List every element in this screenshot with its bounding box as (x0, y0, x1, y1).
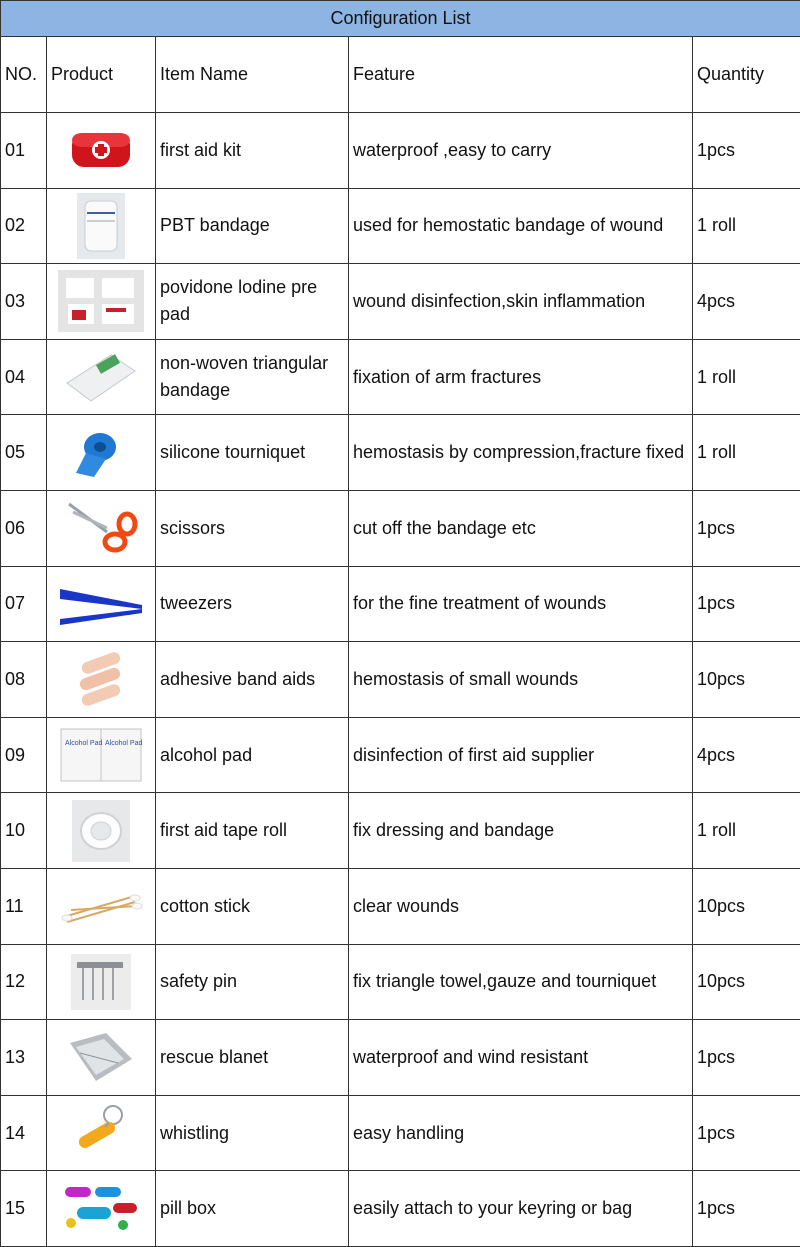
product-image (47, 415, 156, 491)
item-name: first aid tape roll (156, 793, 349, 869)
table-row (1, 113, 800, 189)
row-number: 08 (1, 642, 47, 718)
product-image (47, 642, 156, 718)
item-feature: hemostasis by compression,fracture fixed (349, 415, 693, 491)
item-name: povidone lodine pre pad (156, 264, 349, 340)
item-quantity: 10pcs (693, 944, 800, 1020)
row-number: 02 (1, 188, 47, 264)
item-quantity: 1pcs (693, 490, 800, 566)
item-feature: fixation of arm fractures (349, 339, 693, 415)
item-name: cotton stick (156, 868, 349, 944)
row-number: 04 (1, 339, 47, 415)
header-item-name: Item Name (156, 37, 349, 113)
table-row (1, 188, 800, 264)
item-quantity: 1pcs (693, 566, 800, 642)
product-image (47, 188, 156, 264)
table-row (1, 415, 800, 491)
table-row (1, 868, 800, 944)
product-image (47, 1171, 156, 1247)
row-number: 01 (1, 113, 47, 189)
table-row (1, 1171, 800, 1247)
bandage-pack-icon (71, 191, 131, 261)
item-feature: wound disinfection,skin inflammation (349, 264, 693, 340)
product-image (47, 793, 156, 869)
tweezers-icon (56, 579, 146, 629)
item-feature: disinfection of first aid supplier (349, 717, 693, 793)
product-image (47, 490, 156, 566)
item-quantity: 1pcs (693, 1095, 800, 1171)
header-quantity: Quantity (693, 37, 800, 113)
item-feature: for the fine treatment of wounds (349, 566, 693, 642)
row-number: 03 (1, 264, 47, 340)
table-row (1, 566, 800, 642)
item-quantity: 10pcs (693, 868, 800, 944)
item-name: PBT bandage (156, 188, 349, 264)
alcohol-pad-label: Alcohol Pad (65, 740, 103, 748)
row-number: 15 (1, 1171, 47, 1247)
rescue-blanket-icon (66, 1029, 136, 1085)
alcohol-pad-label: Alcohol Pad (105, 740, 143, 748)
pill-box-icon (59, 1179, 143, 1239)
item-feature: cut off the bandage etc (349, 490, 693, 566)
item-quantity: 4pcs (693, 717, 800, 793)
row-number: 07 (1, 566, 47, 642)
product-image (47, 1095, 156, 1171)
item-name: alcohol pad (156, 717, 349, 793)
table-title: Configuration List (1, 1, 800, 37)
product-image (47, 566, 156, 642)
item-name: first aid kit (156, 113, 349, 189)
item-quantity: 1pcs (693, 1020, 800, 1096)
item-name: safety pin (156, 944, 349, 1020)
header-product: Product (47, 37, 156, 113)
row-number: 06 (1, 490, 47, 566)
iodine-pad-icon (58, 270, 144, 332)
product-image (47, 264, 156, 340)
row-number: 12 (1, 944, 47, 1020)
row-number: 09 (1, 717, 47, 793)
item-quantity: 1 roll (693, 415, 800, 491)
item-name: adhesive band aids (156, 642, 349, 718)
scissors-icon (63, 498, 139, 558)
row-number: 10 (1, 793, 47, 869)
item-feature: fix triangle towel,gauze and tourniquet (349, 944, 693, 1020)
tape-roll-icon (70, 798, 132, 864)
table-row (1, 264, 800, 340)
product-image (47, 868, 156, 944)
table-row (1, 1095, 800, 1171)
triangular-bandage-icon (61, 347, 141, 407)
item-feature: clear wounds (349, 868, 693, 944)
table-row (1, 944, 800, 1020)
cotton-stick-icon (59, 876, 143, 936)
product-image (47, 717, 156, 793)
item-name: scissors (156, 490, 349, 566)
table-row (1, 717, 800, 793)
item-name: rescue blanet (156, 1020, 349, 1096)
item-name: tweezers (156, 566, 349, 642)
product-image (47, 339, 156, 415)
item-name: silicone tourniquet (156, 415, 349, 491)
table-row (1, 490, 800, 566)
row-number: 14 (1, 1095, 47, 1171)
item-feature: easy handling (349, 1095, 693, 1171)
item-quantity: 1 roll (693, 793, 800, 869)
row-number: 11 (1, 868, 47, 944)
table-row (1, 642, 800, 718)
item-name: non-woven triangular bandage (156, 339, 349, 415)
row-number: 13 (1, 1020, 47, 1096)
header-no: NO. (1, 37, 47, 113)
product-image (47, 113, 156, 189)
band-aid-icon (71, 647, 131, 711)
item-feature: hemostasis of small wounds (349, 642, 693, 718)
item-feature: fix dressing and bandage (349, 793, 693, 869)
item-feature: easily attach to your keyring or bag (349, 1171, 693, 1247)
item-feature: waterproof and wind resistant (349, 1020, 693, 1096)
item-feature: waterproof ,easy to carry (349, 113, 693, 189)
item-quantity: 1pcs (693, 1171, 800, 1247)
table-row (1, 793, 800, 869)
item-name: whistling (156, 1095, 349, 1171)
item-quantity: 1pcs (693, 113, 800, 189)
item-quantity: 1 roll (693, 188, 800, 264)
product-image (47, 944, 156, 1020)
whistle-icon (69, 1101, 133, 1165)
table-row (1, 1020, 800, 1096)
header-feature: Feature (349, 37, 693, 113)
alcohol-pad-icon (59, 725, 143, 785)
product-image (47, 1020, 156, 1096)
item-name: pill box (156, 1171, 349, 1247)
item-quantity: 1 roll (693, 339, 800, 415)
tourniquet-icon (66, 423, 136, 483)
row-number: 05 (1, 415, 47, 491)
item-quantity: 10pcs (693, 642, 800, 718)
item-quantity: 4pcs (693, 264, 800, 340)
table-row (1, 339, 800, 415)
safety-pin-icon (71, 954, 131, 1010)
first-aid-kit-icon (66, 125, 136, 175)
item-feature: used for hemostatic bandage of wound (349, 188, 693, 264)
